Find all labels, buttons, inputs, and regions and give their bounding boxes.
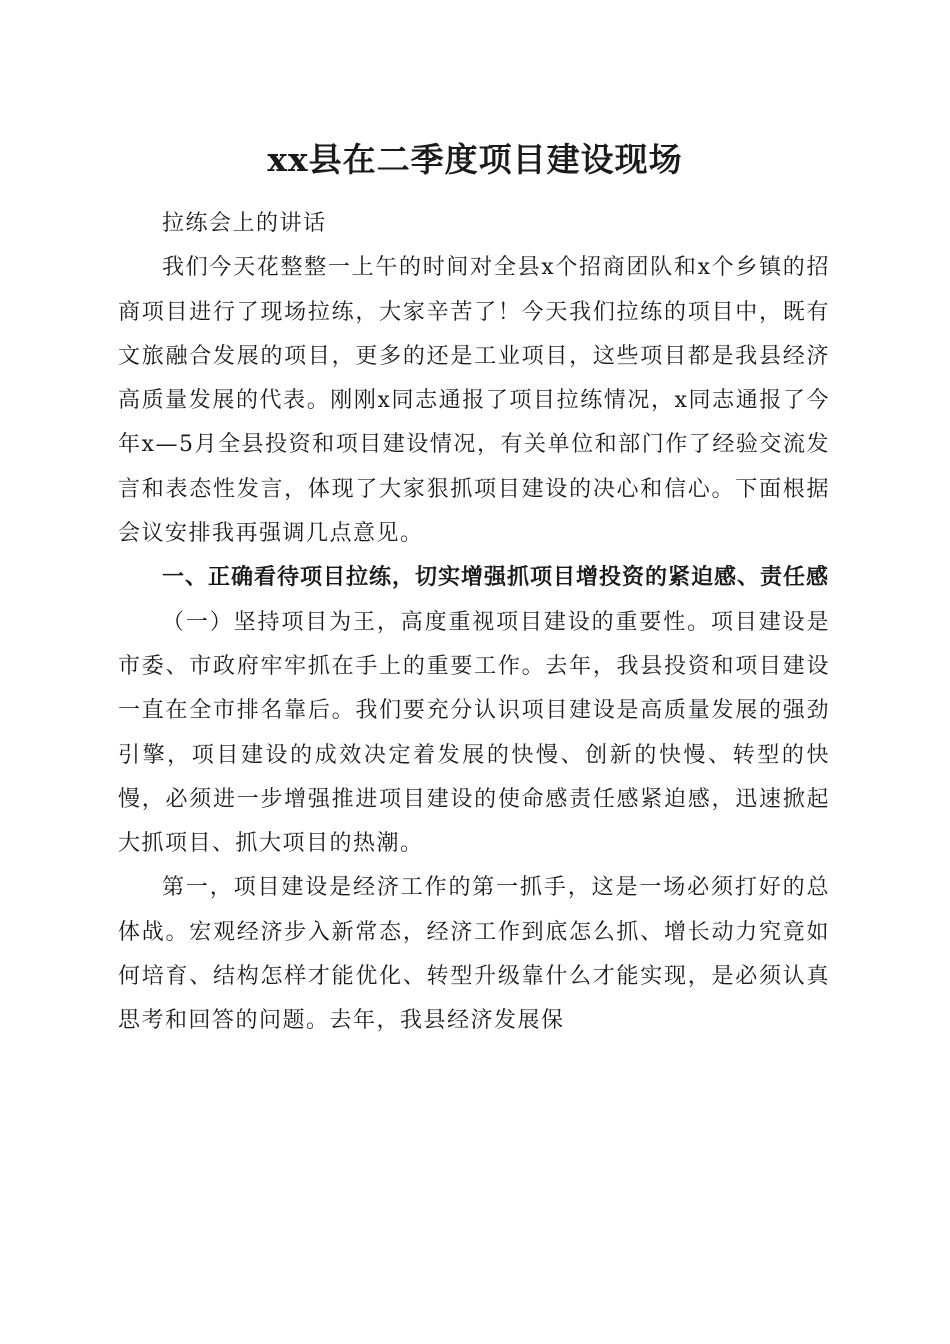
section-heading: 一、正确看待项目拉练，切实增强抓项目增投资的紧迫感、责任感 — [162, 565, 830, 591]
subsection-paragraph: （一）坚持项目为王，高度重视项目建设的重要性。项目建设是市委、市政府牢牢抓在手上的重要工作。去年，我县投资和项目建设一直在全市排名靠后。我们要充分认识项目建设是高质量发展的强劲引擎，项目建设的成效决定着发展的快慢、创新的快慢、转型的快慢，必须进一步增强推进项目建设的使命感责任感紧迫感，迅速掀起大抓项目、抓大项目的热潮。 — [118, 609, 830, 857]
subtitle-paragraph: 拉练会上的讲话 — [162, 211, 327, 236]
document-title: xx县在二季度项目建设现场 — [267, 140, 683, 179]
intro-paragraph: 我们今天花整整一上午的时间对全县x个招商团队和x个乡镇的招商项目进行了现场拉练，大家辛苦了！今天我们拉练的项目中，既有文旅融合发展的项目，更多的还是工业项目，这些项目都是我县经济高质量发展的代表。刚刚x同志通报了项目拉练情况，x同志通报了今年x—5月全县投资和项目建设情况，有关单位和部门作了经验交流发言和表态性发言，体现了大家狠抓项目建设的决心和信心。下面根据会议安排我再强调几点意见。 — [118, 255, 830, 547]
document-body — [118, 202, 830, 1044]
point-paragraph: 第一，项目建设是经济工作的第一抓手，这是一场必须打好的总体战。宏观经济步入新常态，经济工作到底怎么抓、增长动力究竟如何培育、结构怎样才能优化、转型升级靠什么才能实现，是必须认真思考和回答的问题。去年，我县经济发展保 — [118, 875, 830, 1034]
